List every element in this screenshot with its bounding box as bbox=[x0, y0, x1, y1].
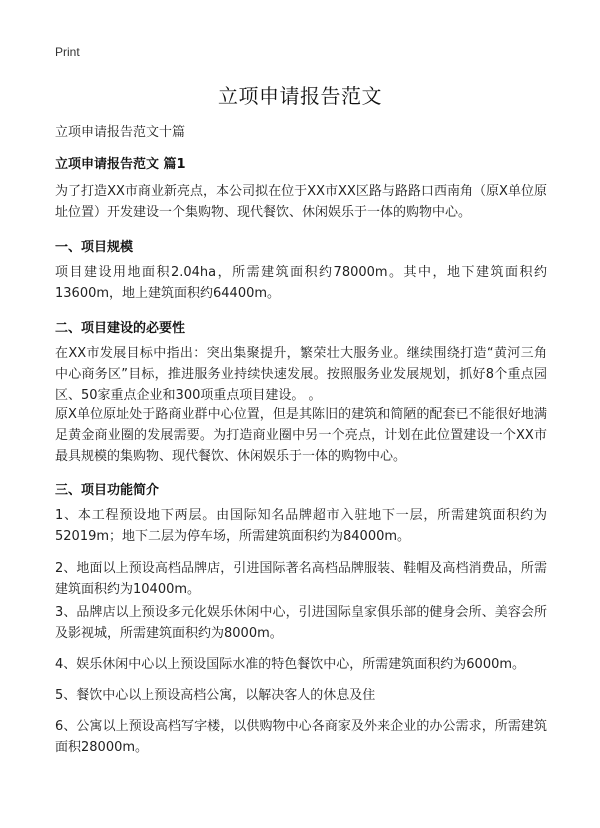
document-title: 立项申请报告范文 bbox=[218, 84, 382, 108]
print-link[interactable]: Print bbox=[55, 45, 80, 59]
article-heading: 立项申请报告范文 篇1 bbox=[55, 157, 186, 172]
section-paragraph-necessity-1: 在XX市发展目标中指出：突出集聚提升，繁荣壮大服务业。继续围绕打造“黄河三角中心商务区”目标，推进服务业持续快速发展。按照服务业发展规划，抓好8个重点园区、50家重点企业和300项重点项目建设。 。 bbox=[55, 346, 547, 403]
section-heading-necessity: 二、项目建设的必要性 bbox=[55, 321, 186, 336]
function-item-4: 4、娱乐休闲中心以上预设国际水准的特色餐饮中心，所需建筑面积约为6000m。 bbox=[55, 657, 526, 672]
section-paragraph-necessity-2: 原X单位原址处于路商业群中心位置，但是其陈旧的建筑和简陋的配套已不能很好地满足黄金商业圈的发展需要。为打造商业圈中另一个亮点，计划在此位置建设一个XX市最具规模的集购物、现代餐饮、休闲娱乐于一体的购物中心。 bbox=[55, 407, 547, 464]
section-heading-functions: 三、项目功能简介 bbox=[55, 483, 160, 498]
function-item-2: 2、地面以上预设高档品牌店，引进国际著名高档品牌服装、鞋帽及高档消费品，所需建筑面积约为10400m。 bbox=[55, 561, 547, 597]
function-item-3: 3、品牌店以上预设多元化娱乐休闲中心，引进国际皇家俱乐部的健身会所、美容会所及影视城，所需建筑面积约为8000m。 bbox=[55, 605, 547, 641]
section-heading-scale: 一、项目规模 bbox=[55, 240, 134, 255]
function-item-6: 6、公寓以上预设高档写字楼，以供购物中心各商家及外来企业的办公需求，所需建筑面积28000m。 bbox=[55, 719, 547, 755]
document-subtitle: 立项申请报告范文十篇 bbox=[55, 125, 186, 140]
function-item-5: 5、餐饮中心以上预设高档公寓，以解决客人的休息及住 bbox=[55, 688, 376, 703]
intro-paragraph: 为了打造XX市商业新亮点，本公司拟在位于XX市XX区路与路路口西南角（原X单位原址位置）开发建设一个集购物、现代餐饮、休闲娱乐于一体的购物中心。 bbox=[55, 184, 547, 220]
function-item-1: 1、本工程预设地下两层。由国际知名品牌超市入驻地下一层，所需建筑面积约为52019m；地下二层为停车场，所需建筑面积约为84000m。 bbox=[55, 508, 547, 544]
section-paragraph-scale: 项目建设用地面积2.04ha，所需建筑面积约78000m。其中，地下建筑面积约13600m，地上建筑面积约64400m。 bbox=[55, 265, 547, 301]
